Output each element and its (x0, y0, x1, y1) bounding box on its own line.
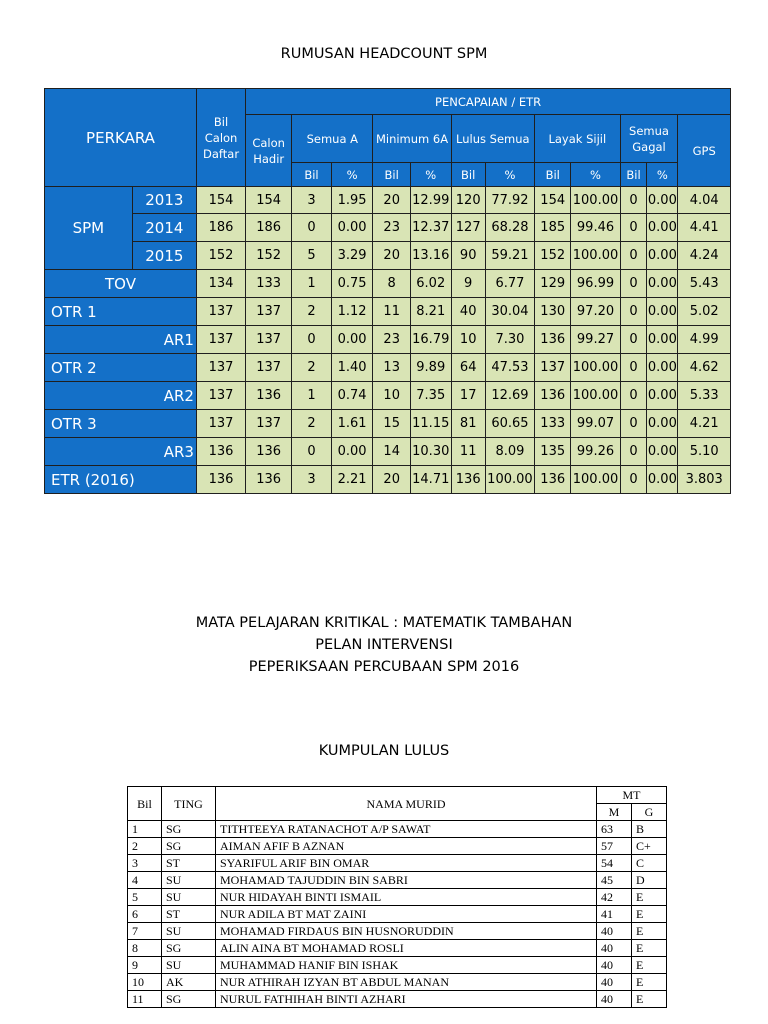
header-pct: % (571, 163, 620, 187)
header-pct: % (647, 163, 678, 187)
cell-hadir: 186 (246, 214, 292, 242)
student-mark: 40 (597, 974, 632, 991)
student-name: MOHAMAD FIRDAUS BIN HUSNORUDDIN (216, 923, 597, 940)
cell-a-bil: 2 (292, 410, 332, 438)
student-ting: AK (162, 974, 216, 991)
cell-sg-bil: 0 (620, 187, 647, 214)
student-bil: 3 (128, 855, 162, 872)
cell-sg-pct: 0.00 (647, 410, 678, 438)
cell-lsj-bil: 133 (535, 410, 571, 438)
header-bil-calon-daftar: Bil Calon Daftar (196, 89, 245, 187)
cell-m6-bil: 15 (373, 410, 410, 438)
cell-lsj-pct: 100.00 (571, 466, 620, 494)
row-label: 2014 (132, 214, 196, 242)
student-row (128, 906, 667, 923)
cell-a-pct: 1.61 (331, 410, 373, 438)
cell-sg-pct: 0.00 (647, 326, 678, 354)
cell-daftar: 137 (196, 410, 245, 438)
cell-a-bil: 1 (292, 382, 332, 410)
student-grade: E (632, 889, 667, 906)
student-mark: 63 (597, 821, 632, 838)
student-header-m: M (597, 804, 632, 821)
cell-a-pct: 3.29 (331, 242, 373, 270)
cell-hadir: 154 (246, 187, 292, 214)
student-name: AIMAN AFIF B AZNAN (216, 838, 597, 855)
cell-a-pct: 0.00 (331, 326, 373, 354)
student-mark: 42 (597, 889, 632, 906)
cell-hadir: 133 (246, 270, 292, 298)
cell-a-pct: 1.12 (331, 298, 373, 326)
student-ting: SG (162, 940, 216, 957)
cell-ls-bil: 81 (451, 410, 485, 438)
cell-gps: 3.803 (678, 466, 731, 494)
student-bil: 5 (128, 889, 162, 906)
headcount-row (45, 326, 731, 354)
cell-gps: 5.10 (678, 438, 731, 466)
cell-ls-bil: 17 (451, 382, 485, 410)
cell-a-pct: 0.00 (331, 214, 373, 242)
student-name: TITHTEEYA RATANACHOT A/P SAWAT (216, 821, 597, 838)
cell-sg-bil: 0 (620, 466, 647, 494)
cell-ls-bil: 40 (451, 298, 485, 326)
row-label: 2013 (132, 187, 196, 214)
cell-ls-bil: 136 (451, 466, 485, 494)
student-ting: SU (162, 957, 216, 974)
cell-m6-pct: 6.02 (410, 270, 451, 298)
student-mark: 41 (597, 906, 632, 923)
student-name: MOHAMAD TAJUDDIN BIN SABRI (216, 872, 597, 889)
student-header-mt: MT (597, 787, 667, 804)
cell-ls-bil: 11 (451, 438, 485, 466)
cell-sg-bil: 0 (620, 410, 647, 438)
student-grade: D (632, 872, 667, 889)
cell-ls-pct: 100.00 (485, 466, 534, 494)
student-row (128, 872, 667, 889)
cell-m6-pct: 14.71 (410, 466, 451, 494)
cell-a-pct: 2.21 (331, 466, 373, 494)
cell-ls-pct: 77.92 (485, 187, 534, 214)
student-header-nama: NAMA MURID (216, 787, 597, 821)
student-ting: SG (162, 991, 216, 1008)
student-name: NUR HIDAYAH BINTI ISMAIL (216, 889, 597, 906)
cell-sg-pct: 0.00 (647, 382, 678, 410)
cell-ls-pct: 8.09 (485, 438, 534, 466)
cell-a-pct: 1.95 (331, 187, 373, 214)
cell-lsj-pct: 99.26 (571, 438, 620, 466)
header-lulus-semua: Lulus Semua (451, 115, 534, 163)
student-ting: SG (162, 821, 216, 838)
student-grade: E (632, 991, 667, 1008)
cell-daftar: 186 (196, 214, 245, 242)
cell-m6-pct: 16.79 (410, 326, 451, 354)
header-layak-sijil: Layak Sijil (535, 115, 621, 163)
student-bil: 7 (128, 923, 162, 940)
cell-a-bil: 5 (292, 242, 332, 270)
cell-gps: 5.43 (678, 270, 731, 298)
cell-ls-pct: 68.28 (485, 214, 534, 242)
cell-a-pct: 0.75 (331, 270, 373, 298)
cell-gps: 4.99 (678, 326, 731, 354)
student-bil: 8 (128, 940, 162, 957)
student-row (128, 974, 667, 991)
cell-sg-pct: 0.00 (647, 466, 678, 494)
row-label: AR2 (45, 382, 197, 410)
student-grade: C (632, 855, 667, 872)
student-header-g: G (632, 804, 667, 821)
cell-sg-pct: 0.00 (647, 354, 678, 382)
student-grade: E (632, 974, 667, 991)
student-row (128, 957, 667, 974)
student-ting: SU (162, 889, 216, 906)
cell-ls-pct: 7.30 (485, 326, 534, 354)
cell-daftar: 137 (196, 298, 245, 326)
row-label: OTR 2 (45, 354, 197, 382)
headcount-row (45, 214, 731, 242)
cell-lsj-pct: 99.46 (571, 214, 620, 242)
cell-ls-pct: 59.21 (485, 242, 534, 270)
cell-ls-bil: 90 (451, 242, 485, 270)
student-row (128, 855, 667, 872)
headcount-row (45, 438, 731, 466)
header-perkara: PERKARA (45, 89, 197, 187)
student-ting: SU (162, 872, 216, 889)
cell-m6-bil: 11 (373, 298, 410, 326)
header-bil: Bil (292, 163, 332, 187)
cell-daftar: 154 (196, 187, 245, 214)
row-label: AR3 (45, 438, 197, 466)
header-bil: Bil (535, 163, 571, 187)
row-label: AR1 (45, 326, 197, 354)
student-grade: E (632, 906, 667, 923)
cell-hadir: 137 (246, 410, 292, 438)
student-grade: E (632, 957, 667, 974)
cell-m6-bil: 20 (373, 242, 410, 270)
header-semua-a: Semua A (292, 115, 373, 163)
header-bil: Bil (620, 163, 647, 187)
student-header-ting: TING (162, 787, 216, 821)
cell-lsj-bil: 136 (535, 326, 571, 354)
student-grade: C+ (632, 838, 667, 855)
cell-hadir: 136 (246, 382, 292, 410)
cell-ls-pct: 30.04 (485, 298, 534, 326)
cell-m6-pct: 9.89 (410, 354, 451, 382)
cell-a-bil: 2 (292, 298, 332, 326)
cell-lsj-pct: 100.00 (571, 242, 620, 270)
cell-hadir: 137 (246, 298, 292, 326)
row-label: 2015 (132, 242, 196, 270)
cell-m6-pct: 8.21 (410, 298, 451, 326)
header-gps: GPS (678, 115, 731, 187)
cell-sg-bil: 0 (620, 382, 647, 410)
cell-sg-pct: 0.00 (647, 214, 678, 242)
cell-a-bil: 2 (292, 354, 332, 382)
headcount-body (45, 187, 731, 494)
cell-a-pct: 1.40 (331, 354, 373, 382)
header-bil: Bil (451, 163, 485, 187)
cell-sg-bil: 0 (620, 354, 647, 382)
student-bil: 10 (128, 974, 162, 991)
student-ting: ST (162, 906, 216, 923)
cell-ls-pct: 6.77 (485, 270, 534, 298)
student-name: NURUL FATHIHAH BINTI AZHARI (216, 991, 597, 1008)
student-grade: E (632, 940, 667, 957)
cell-lsj-bil: 152 (535, 242, 571, 270)
student-name: MUHAMMAD HANIF BIN ISHAK (216, 957, 597, 974)
cell-daftar: 137 (196, 382, 245, 410)
header-minimum-6a: Minimum 6A (373, 115, 451, 163)
cell-lsj-bil: 130 (535, 298, 571, 326)
cell-ls-bil: 64 (451, 354, 485, 382)
cell-gps: 4.62 (678, 354, 731, 382)
cell-sg-bil: 0 (620, 326, 647, 354)
cell-daftar: 137 (196, 354, 245, 382)
headcount-row (45, 354, 731, 382)
student-mark: 40 (597, 991, 632, 1008)
student-row (128, 821, 667, 838)
student-row (128, 838, 667, 855)
student-name: NUR ATHIRAH IZYAN BT ABDUL MANAN (216, 974, 597, 991)
student-bil: 11 (128, 991, 162, 1008)
student-mark: 57 (597, 838, 632, 855)
header-calon-hadir: Calon Hadir (246, 115, 292, 187)
cell-lsj-bil: 154 (535, 187, 571, 214)
headcount-row (45, 410, 731, 438)
cell-sg-bil: 0 (620, 270, 647, 298)
student-bil: 1 (128, 821, 162, 838)
cell-gps: 4.41 (678, 214, 731, 242)
cell-m6-bil: 23 (373, 214, 410, 242)
cell-lsj-pct: 96.99 (571, 270, 620, 298)
cell-hadir: 137 (246, 354, 292, 382)
student-row (128, 923, 667, 940)
cell-hadir: 136 (246, 438, 292, 466)
header-pct: % (331, 163, 373, 187)
cell-m6-pct: 11.15 (410, 410, 451, 438)
cell-m6-pct: 12.99 (410, 187, 451, 214)
cell-m6-bil: 14 (373, 438, 410, 466)
headcount-row (45, 242, 731, 270)
cell-lsj-bil: 136 (535, 382, 571, 410)
student-ting: SU (162, 923, 216, 940)
summary-title: RUMUSAN HEADCOUNT SPM (280, 46, 488, 62)
student-header-bil: Bil (128, 787, 162, 821)
cell-ls-bil: 127 (451, 214, 485, 242)
student-mark: 40 (597, 940, 632, 957)
group-title: KUMPULAN LULUS (318, 743, 450, 759)
cell-m6-bil: 13 (373, 354, 410, 382)
header-pencapaian: PENCAPAIAN / ETR (246, 89, 731, 115)
cell-lsj-pct: 99.07 (571, 410, 620, 438)
cell-m6-pct: 13.16 (410, 242, 451, 270)
headcount-table (44, 88, 731, 494)
cell-hadir: 152 (246, 242, 292, 270)
student-mark: 54 (597, 855, 632, 872)
student-ting: ST (162, 855, 216, 872)
cell-m6-pct: 7.35 (410, 382, 451, 410)
headcount-row (45, 382, 731, 410)
cell-gps: 4.04 (678, 187, 731, 214)
cell-a-pct: 0.00 (331, 438, 373, 466)
cell-daftar: 136 (196, 466, 245, 494)
student-row (128, 889, 667, 906)
headcount-row (45, 270, 731, 298)
student-mark: 45 (597, 872, 632, 889)
cell-a-bil: 0 (292, 326, 332, 354)
cell-gps: 4.24 (678, 242, 731, 270)
cell-ls-pct: 60.65 (485, 410, 534, 438)
student-name: SYARIFUL ARIF BIN OMAR (216, 855, 597, 872)
cell-ls-pct: 12.69 (485, 382, 534, 410)
cell-a-bil: 3 (292, 187, 332, 214)
cell-hadir: 136 (246, 466, 292, 494)
cell-lsj-bil: 185 (535, 214, 571, 242)
header-bil: Bil (373, 163, 410, 187)
cell-a-bil: 3 (292, 466, 332, 494)
cell-lsj-pct: 97.20 (571, 298, 620, 326)
cell-lsj-pct: 100.00 (571, 354, 620, 382)
cell-sg-pct: 0.00 (647, 270, 678, 298)
cell-a-bil: 1 (292, 270, 332, 298)
student-row (128, 991, 667, 1008)
cell-gps: 5.33 (678, 382, 731, 410)
cell-gps: 5.02 (678, 298, 731, 326)
row-label-spm: SPM (45, 187, 133, 270)
student-name: NUR ADILA BT MAT ZAINI (216, 906, 597, 923)
cell-a-pct: 0.74 (331, 382, 373, 410)
cell-sg-pct: 0.00 (647, 187, 678, 214)
cell-a-bil: 0 (292, 438, 332, 466)
cell-lsj-pct: 100.00 (571, 382, 620, 410)
headcount-row (45, 298, 731, 326)
student-table (127, 786, 667, 1008)
subject-title-line3: PEPERIKSAAN PERCUBAAN SPM 2016 (248, 659, 520, 675)
student-mark: 40 (597, 957, 632, 974)
cell-a-bil: 0 (292, 214, 332, 242)
cell-ls-pct: 47.53 (485, 354, 534, 382)
cell-sg-pct: 0.00 (647, 242, 678, 270)
row-label: TOV (45, 270, 197, 298)
cell-sg-pct: 0.00 (647, 298, 678, 326)
headcount-row (45, 187, 731, 214)
student-bil: 9 (128, 957, 162, 974)
student-grade: B (632, 821, 667, 838)
student-bil: 4 (128, 872, 162, 889)
cell-m6-bil: 20 (373, 187, 410, 214)
cell-m6-bil: 20 (373, 466, 410, 494)
cell-lsj-pct: 99.27 (571, 326, 620, 354)
row-label: OTR 3 (45, 410, 197, 438)
cell-lsj-pct: 100.00 (571, 187, 620, 214)
cell-daftar: 137 (196, 326, 245, 354)
cell-sg-bil: 0 (620, 242, 647, 270)
subject-title (0, 612, 768, 678)
cell-m6-bil: 23 (373, 326, 410, 354)
cell-sg-pct: 0.00 (647, 438, 678, 466)
cell-gps: 4.21 (678, 410, 731, 438)
cell-sg-bil: 0 (620, 214, 647, 242)
cell-ls-bil: 10 (451, 326, 485, 354)
cell-lsj-bil: 129 (535, 270, 571, 298)
cell-lsj-bil: 136 (535, 466, 571, 494)
header-semua-gagal: Semua Gagal (620, 115, 678, 163)
cell-daftar: 152 (196, 242, 245, 270)
cell-hadir: 137 (246, 326, 292, 354)
cell-m6-pct: 10.30 (410, 438, 451, 466)
row-label: ETR (2016) (45, 466, 197, 494)
student-body (128, 821, 667, 1008)
student-mark: 40 (597, 923, 632, 940)
cell-daftar: 134 (196, 270, 245, 298)
student-grade: E (632, 923, 667, 940)
cell-m6-bil: 10 (373, 382, 410, 410)
subject-title-line2: PELAN INTERVENSI (315, 637, 453, 653)
cell-m6-bil: 8 (373, 270, 410, 298)
student-bil: 2 (128, 838, 162, 855)
subject-title-line1: MATA PELAJARAN KRITIKAL : MATEMATIK TAMBAHAN (195, 615, 573, 631)
cell-sg-bil: 0 (620, 298, 647, 326)
student-bil: 6 (128, 906, 162, 923)
header-pct: % (485, 163, 534, 187)
cell-sg-bil: 0 (620, 438, 647, 466)
cell-m6-pct: 12.37 (410, 214, 451, 242)
headcount-row (45, 466, 731, 494)
student-name: ALIN AINA BT MOHAMAD ROSLI (216, 940, 597, 957)
cell-lsj-bil: 135 (535, 438, 571, 466)
cell-lsj-bil: 137 (535, 354, 571, 382)
row-label: OTR 1 (45, 298, 197, 326)
cell-ls-bil: 9 (451, 270, 485, 298)
cell-ls-bil: 120 (451, 187, 485, 214)
cell-daftar: 136 (196, 438, 245, 466)
student-row (128, 940, 667, 957)
header-pct: % (410, 163, 451, 187)
student-ting: SG (162, 838, 216, 855)
